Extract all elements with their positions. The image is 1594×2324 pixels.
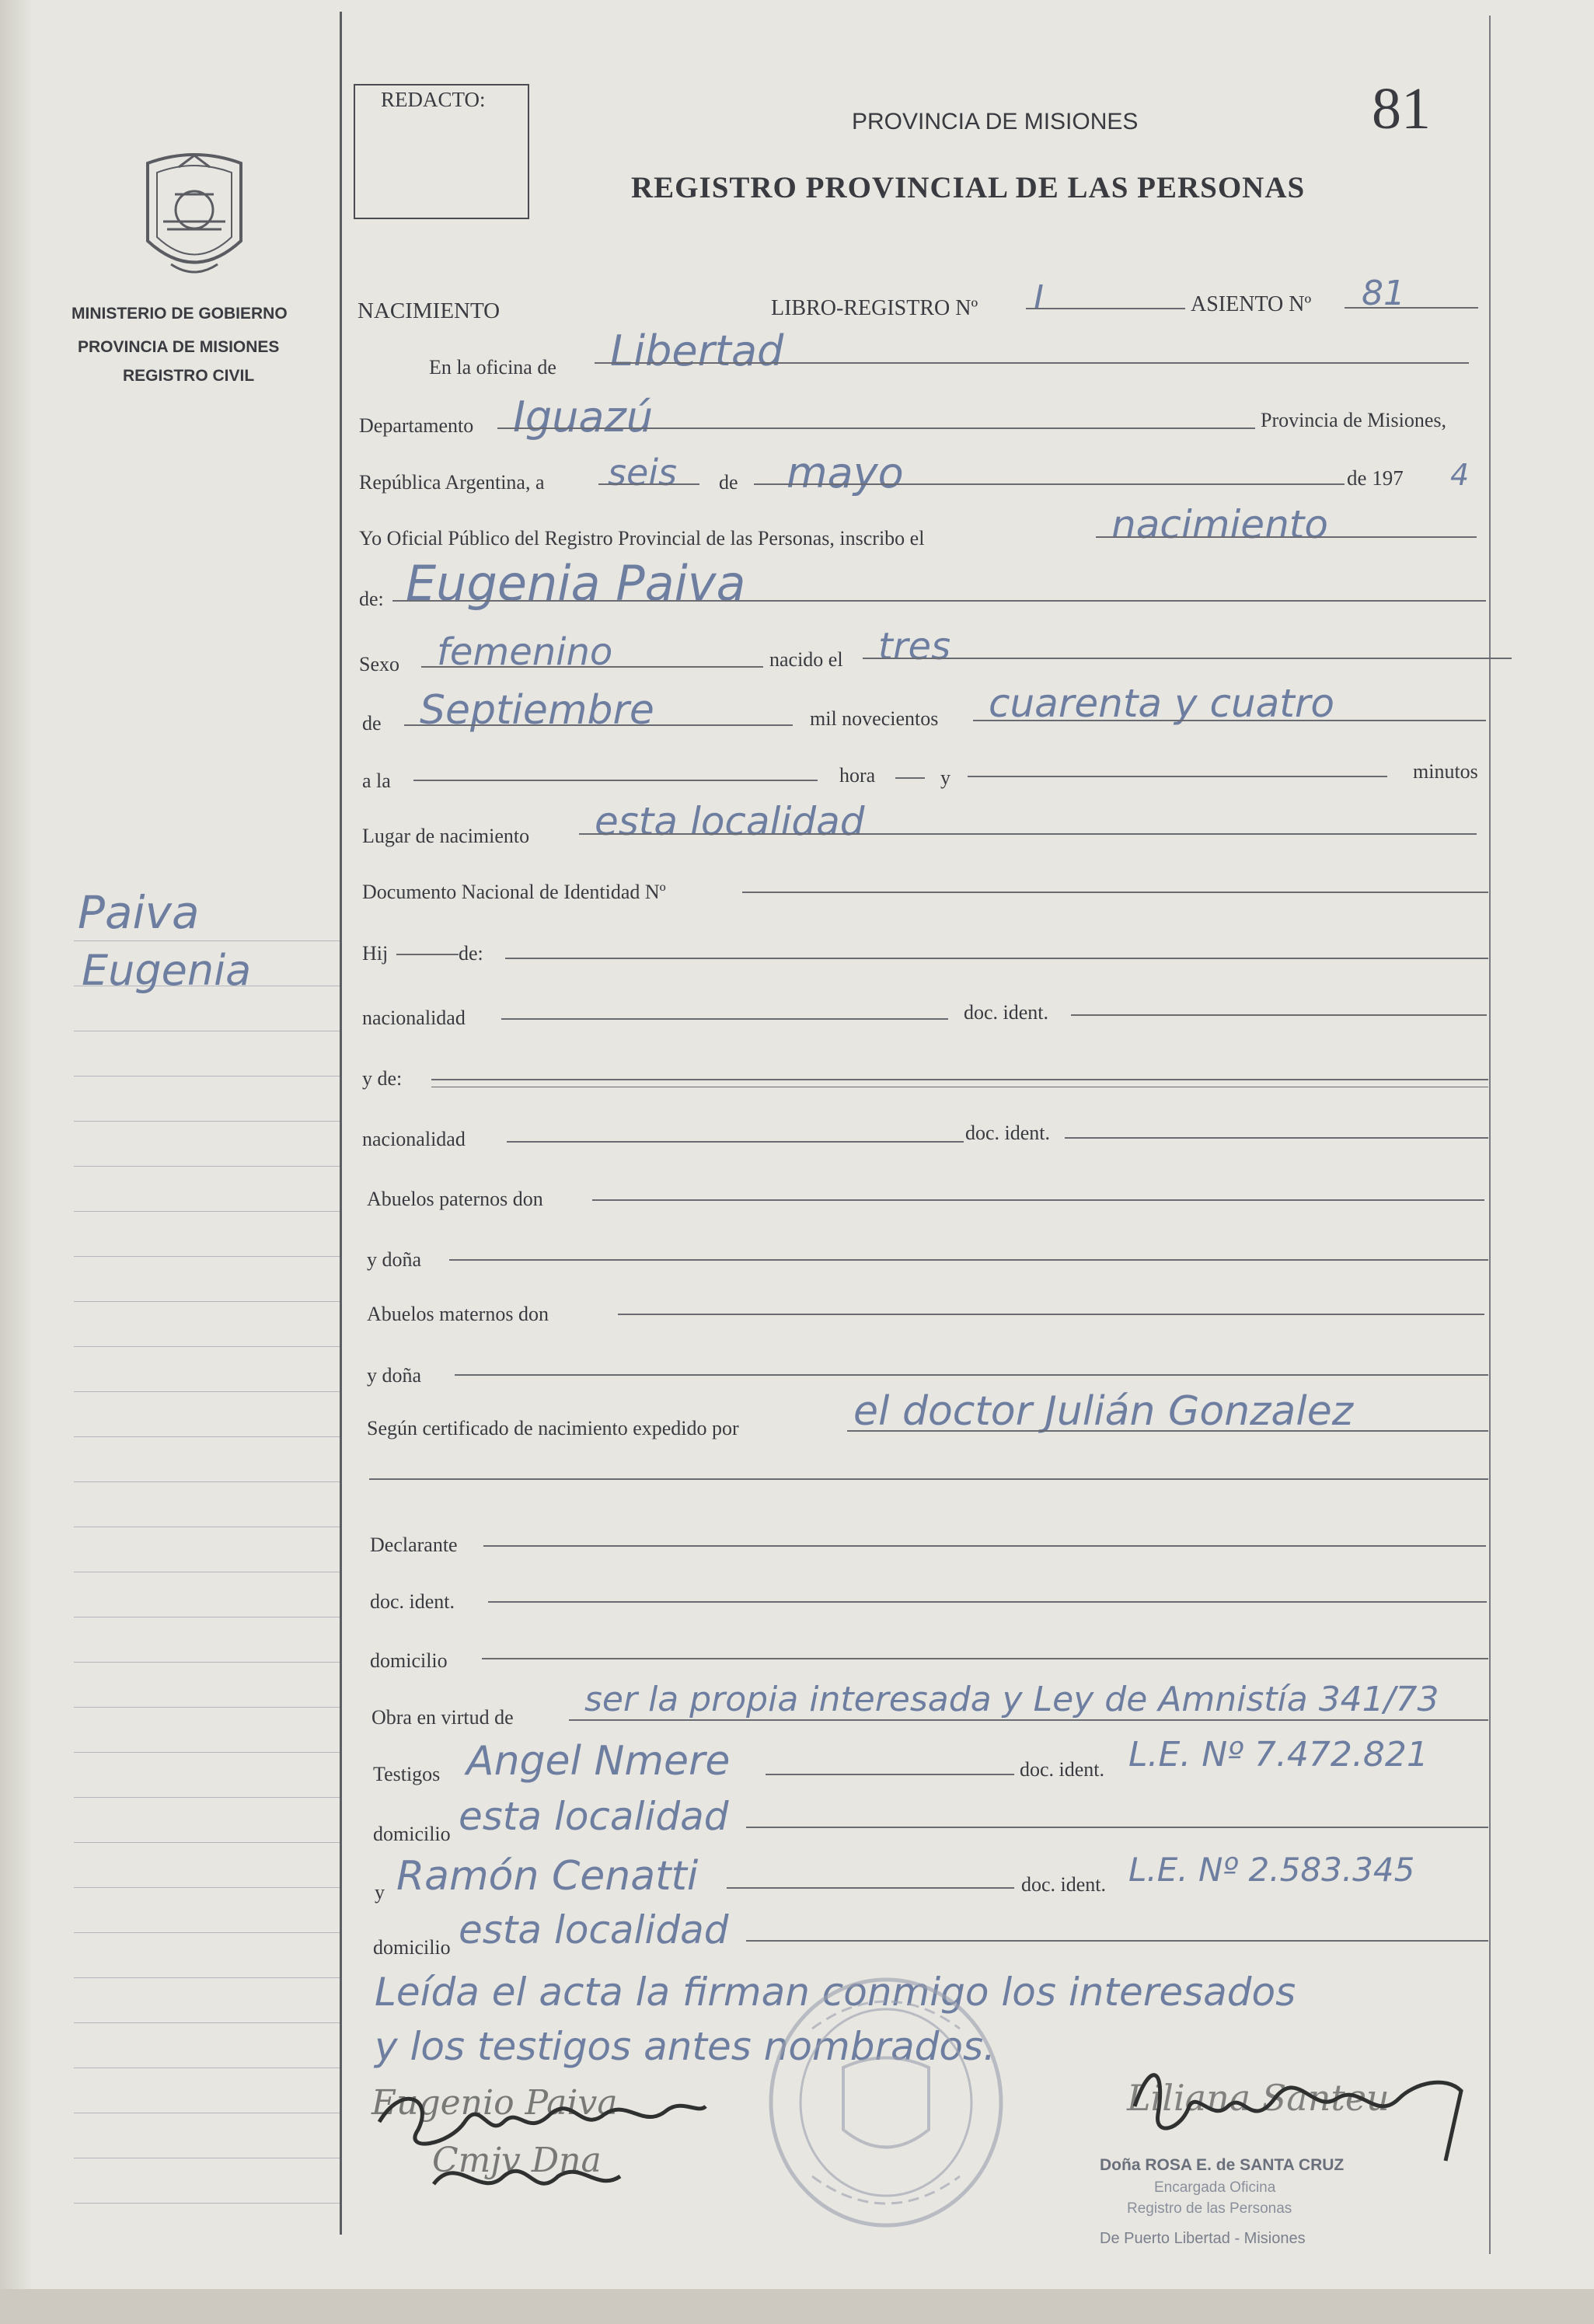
nombre-value: Eugenia Paiva [406, 555, 746, 612]
sexo-label: Sexo [359, 653, 399, 675]
nacido-line [863, 658, 1512, 659]
domicilio2-value: esta localidad [459, 1794, 729, 1839]
stamp-line-4: De Puerto Libertad - Misiones [1100, 2230, 1306, 2247]
oficial-value: nacimiento [1111, 502, 1328, 547]
mes-line [754, 483, 1345, 485]
act-type-label: NACIMIENTO [358, 298, 501, 323]
minutos-line [968, 776, 1387, 777]
nacionalidad1-label: nacionalidad [362, 1007, 466, 1029]
domicilio1-line [482, 1658, 1488, 1659]
abuelos-maternos-line [618, 1314, 1484, 1315]
domicilio1-label: domicilio [370, 1649, 448, 1672]
paper-left-shadow [0, 0, 31, 2324]
hora-dash [895, 777, 925, 779]
testigo2-value: Ramón Cenatti [396, 1853, 699, 1900]
obra-value: ser la propia interesada y Ley de Amnistía 341/73 [584, 1680, 1439, 1719]
abuelos-paternos-label: Abuelos paternos don [367, 1188, 543, 1210]
certificado-line-2 [369, 1478, 1488, 1480]
ministry-line-1: MINISTERIO DE GOBIERNO [72, 305, 288, 323]
nacionalidad1-line [501, 1018, 948, 1020]
doc-ident1-line [1071, 1014, 1487, 1016]
asiento-value: 81 [1362, 274, 1405, 313]
de-label-1: de [719, 471, 738, 494]
mes-nac-value: Septiembre [420, 687, 654, 734]
margin-given-name: Eugenia [82, 946, 252, 995]
oficina-label: En la oficina de [429, 356, 556, 379]
de-anio-label: de 197 [1347, 466, 1404, 490]
doc-ident1-label: doc. ident. [964, 1001, 1049, 1024]
libro-value: I [1034, 278, 1044, 318]
province-coat-of-arms-icon [132, 148, 256, 288]
certificado-label: Según certificado de nacimiento expedido por [367, 1417, 739, 1439]
departamento-label: Departamento [359, 414, 474, 437]
ministry-line-2: PROVINCIA DE MISIONES [78, 338, 280, 356]
sexo-line [421, 666, 763, 668]
y-dona2-label: y doña [367, 1364, 422, 1387]
anio-nac-line [973, 720, 1486, 721]
testigo1-value: Angel Nmere [466, 1738, 731, 1785]
lugar-value: esta localidad [595, 799, 865, 844]
cierre-line-1: Leída el acta la firman conmigo los interesados [375, 1970, 1296, 2015]
testigo1-doc: L.E. Nº 7.472.821 [1128, 1735, 1428, 1774]
nacionalidad2-label: nacionalidad [362, 1128, 466, 1150]
hijo-dash [396, 954, 459, 955]
hijo-label: Hij [362, 942, 389, 965]
nacido-value: tres [878, 625, 951, 668]
oficina-line [595, 362, 1469, 364]
doc-ident2-line [1065, 1137, 1488, 1139]
dni-line [742, 892, 1488, 893]
minutos-label: minutos [1413, 760, 1478, 783]
y-dona1-label: y doña [367, 1248, 422, 1271]
mil-label: mil novecientos [810, 707, 939, 730]
a-la-label: a la [362, 769, 391, 792]
lugar-label: Lugar de nacimiento [362, 825, 530, 847]
second-signature: Cmjv Dna [432, 2141, 602, 2180]
hijo-de-label: de: [459, 942, 483, 965]
declarante-label: Declarante [370, 1534, 458, 1556]
vertical-right-border [1489, 16, 1491, 2254]
folio-number: 81 [1372, 76, 1431, 141]
declarante-line [483, 1545, 1486, 1547]
oficial-line [1096, 536, 1477, 538]
hora-line [413, 780, 818, 781]
oficial-label: Yo Oficial Público del Registro Provincial de las Personas, inscribo el [359, 527, 925, 550]
interesada-signature: Eugenio Paiva [371, 2083, 618, 2123]
departamento-value: Iguazú [513, 393, 654, 441]
dia-value: seis [608, 452, 678, 494]
abuelos-maternos-label: Abuelos maternos don [367, 1303, 549, 1325]
sexo-value: femenino [437, 630, 613, 674]
y-de-line [431, 1079, 1488, 1080]
y-label: y [940, 766, 950, 789]
registry-title: REGISTRO PROVINCIAL DE LAS PERSONAS [631, 171, 1306, 204]
asiento-label: ASIENTO Nº [1191, 292, 1312, 316]
margin-surname: Paiva [78, 886, 200, 939]
domicilio2-label: domicilio [373, 1823, 451, 1845]
anio-digit: 4 [1450, 458, 1470, 492]
hijo-line [505, 958, 1488, 959]
testigo2-line [727, 1887, 1014, 1889]
republica-label: República Argentina, a [359, 471, 545, 494]
testigo2-doc: L.E. Nº 2.583.345 [1128, 1851, 1415, 1889]
anio-nac-value: cuarenta y cuatro [989, 681, 1335, 726]
official-round-seal-icon [766, 1974, 1006, 2231]
doc-ident3-label: doc. ident. [370, 1590, 455, 1613]
provincia-label: Provincia de Misiones, [1261, 409, 1447, 431]
testigo-label: Testigos [373, 1763, 441, 1785]
mes-value: mayo [787, 448, 904, 497]
certificado-line [847, 1430, 1488, 1432]
official-signature: Liliana Santeu [1127, 2077, 1390, 2119]
y2-label: y [375, 1881, 385, 1904]
stamp-line-2: Encargada Oficina [1154, 2179, 1276, 2196]
domicilio2-line [746, 1827, 1488, 1828]
domicilio3-line [746, 1940, 1488, 1942]
doc-ident2-label: doc. ident. [965, 1122, 1051, 1144]
y-dona2-line [455, 1374, 1488, 1376]
nombre-line [392, 600, 1486, 602]
domicilio3-value: esta localidad [459, 1907, 729, 1952]
obra-line [569, 1719, 1488, 1721]
ministry-line-3: REGISTRO CIVIL [123, 367, 255, 385]
dni-label: Documento Nacional de Identidad Nº [362, 881, 666, 903]
lugar-line [579, 833, 1477, 835]
libro-label: LIBRO-REGISTRO Nº [771, 296, 978, 320]
doc-ident5-label: doc. ident. [1021, 1873, 1107, 1896]
stamp-line-3: Registro de las Personas [1127, 2200, 1292, 2217]
hora-label: hora [839, 764, 876, 787]
abuelos-paternos-line [592, 1199, 1484, 1201]
mes-nac-line [404, 724, 793, 726]
domicilio3-label: domicilio [373, 1936, 451, 1959]
province-heading: PROVINCIA DE MISIONES [852, 109, 1139, 134]
certificado-value: el doctor Julián Gonzalez [853, 1388, 1353, 1435]
nacido-label: nacido el [769, 648, 843, 671]
cierre-line-2: y los testigos antes nombrados. [375, 2024, 996, 2069]
dia-line [598, 483, 699, 485]
departamento-line [497, 427, 1255, 429]
redacto-label: REDACTO: [381, 88, 486, 111]
testigo1-line [766, 1774, 1014, 1775]
de-mes-label: de [362, 712, 382, 735]
nacionalidad2-line [507, 1141, 964, 1143]
vertical-left-border [340, 12, 342, 2235]
y-de-label: y de: [362, 1067, 403, 1090]
doc-ident4-label: doc. ident. [1020, 1758, 1105, 1781]
stamp-line-1: Doña ROSA E. de SANTA CRUZ [1100, 2156, 1345, 2174]
obra-label: Obra en virtud de [371, 1706, 514, 1729]
oficina-value: Libertad [610, 326, 784, 375]
de-nombre-label: de: [359, 588, 384, 610]
paper-bottom-shadow [0, 2289, 1594, 2324]
y-dona1-line [449, 1259, 1488, 1261]
libro-line [1026, 308, 1185, 309]
asiento-line [1345, 307, 1478, 309]
doc-ident3-line [488, 1601, 1487, 1603]
